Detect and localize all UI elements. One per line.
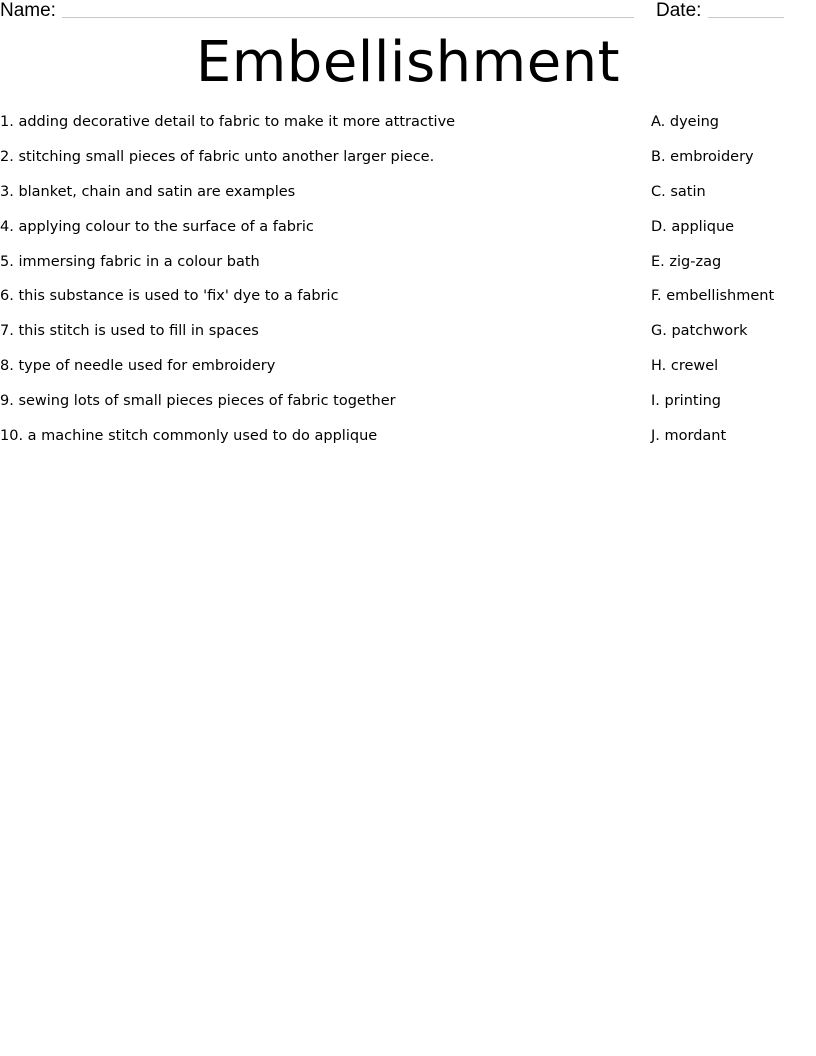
answer-option: H. crewel xyxy=(651,358,719,375)
answer-option: G. patchwork xyxy=(651,323,748,340)
page-title: Embellishment xyxy=(195,30,621,95)
matching-row xyxy=(0,217,816,252)
matching-row xyxy=(0,356,816,391)
answer-option: A. dyeing xyxy=(651,114,720,130)
matching-row xyxy=(0,252,816,287)
clue-text: 3. blanket, chain and satin are examples xyxy=(0,183,296,200)
answer-option: C. satin xyxy=(651,183,706,200)
name-blank-line xyxy=(62,17,634,18)
clue-text: 8. type of needle used for embroidery xyxy=(0,358,276,375)
answer-option: E. zig-zag xyxy=(651,253,722,270)
matching-row xyxy=(0,147,816,182)
matching-row xyxy=(0,321,816,356)
matching-row xyxy=(0,426,816,461)
clue-text: 5. immersing fabric in a colour bath xyxy=(0,253,260,270)
clue-text: 1. adding decorative detail to fabric to make it more attractive xyxy=(0,114,456,130)
matching-list xyxy=(0,112,816,461)
name-label: Name: xyxy=(0,0,56,21)
clue-text: 2. stitching small pieces of fabric unto another larger piece. xyxy=(0,148,435,165)
date-label: Date: xyxy=(656,0,702,21)
clue-text: 7. this stitch is used to fill in spaces xyxy=(0,323,259,340)
answer-option: D. applique xyxy=(651,218,735,235)
clue-text: 6. this substance is used to 'fix' dye to a fabric xyxy=(0,288,339,305)
matching-row xyxy=(0,286,816,321)
matching-row xyxy=(0,391,816,426)
matching-row xyxy=(0,112,816,147)
clue-text: 10. a machine stitch commonly used to do applique xyxy=(0,428,378,445)
answer-option: F. embellishment xyxy=(651,288,775,305)
clue-text: 4. applying colour to the surface of a fabric xyxy=(0,218,314,235)
worksheet-header xyxy=(0,0,816,24)
date-blank-line xyxy=(708,17,784,18)
answer-option: I. printing xyxy=(651,393,721,410)
clue-text: 9. sewing lots of small pieces pieces of fabric together xyxy=(0,393,396,410)
answer-option: J. mordant xyxy=(651,428,727,445)
matching-row xyxy=(0,182,816,217)
answer-option: B. embroidery xyxy=(651,148,754,165)
